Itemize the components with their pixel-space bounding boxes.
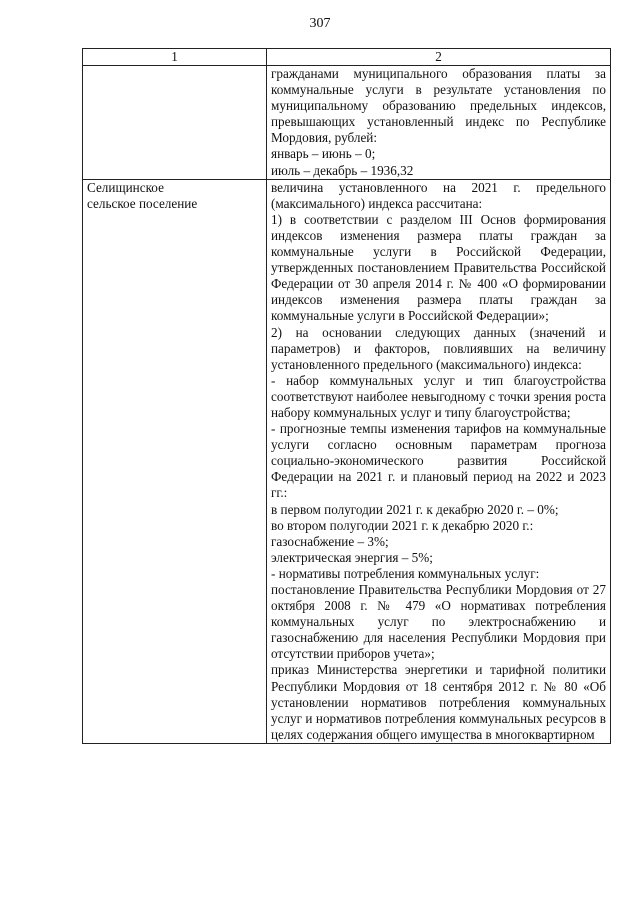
table-row (83, 179, 611, 743)
row-1-municipality-cell (83, 66, 267, 180)
page-number: 307 (309, 16, 331, 31)
row-2-paragraph: величина установленного на 2021 г. предельного (максимального) индекса рассчитана: (271, 179, 606, 211)
row-2-municipality-cell (83, 179, 267, 743)
row-2-paragraph: во втором полугодии 2021 г. к декабрю 2020 г.: (271, 517, 534, 533)
row-2-paragraph: электрическая энергия – 5%; (271, 549, 433, 565)
document-table (82, 48, 611, 744)
row-1-paragraph: июль – декабрь – 1936,32 (271, 162, 414, 178)
table-header-row (83, 49, 611, 66)
row-2-paragraph: - прогнозные темпы изменения тарифов на коммунальные услуги согласно основным параметрам прогноза социально-экономического развития Российской Федерации на 2021 г. и плановый период на 2022 и 2023 гг.: (271, 421, 606, 501)
row-2-paragraph: газоснабжение – 3%; (271, 533, 389, 549)
row-2-description-cell (267, 179, 611, 743)
row-1-paragraph: гражданами муниципального образования платы за коммунальные услуги в результате установления по муниципальному образованию предельных индексов, превышающих установленный индекс по Республике Мордовия, рублей: (271, 66, 606, 146)
municipality-name-line: Селищинское (87, 179, 164, 195)
row-1-description-cell (267, 66, 611, 180)
row-1-paragraph: январь – июнь – 0; (271, 146, 376, 162)
row-2-paragraph: приказ Министерства энергетики и тарифной политики Республики Мордовия от 18 сентября 2012 г. № 80 «Об установлении нормативов потребления коммунальных услуг и нормативов потребления коммунальных ресурсов в целях содержания общего имущества в многоквартирном (271, 662, 606, 742)
municipality-name-line: сельское поселение (87, 195, 198, 211)
row-2-paragraph: постановление Правительства Республики Мордовия от 27 октября 2008 г. № 479 «О нормативах потребления коммунальных услуг по электроснабжению и газоснабжению для населения Республики Мордовия при отсутствии приборов учета»; (271, 582, 606, 662)
row-2-paragraph: 2) на основании следующих данных (значений и параметров) и факторов, повлиявших на величину установленного предельного (максимального) индекса: (271, 324, 606, 372)
row-2-paragraph: в первом полугодии 2021 г. к декабрю 2020 г. – 0%; (271, 501, 559, 517)
column-header-1: 1 (83, 49, 267, 66)
table-row (83, 66, 611, 180)
row-2-paragraph: - нормативы потребления коммунальных услуг: (271, 565, 540, 581)
row-2-paragraph: 1) в соответствии с разделом III Основ формирования индексов изменения размера платы граждан за коммунальные услуги в Российской Федерации, утвержденных постановлением Правительства Российской Федерации от 30 апреля 2014 г. № 400 «О формировании индексов изменения размера платы граждан за коммунальные услуги в Российской Федерации»; (271, 211, 606, 324)
row-2-paragraph: - набор коммунальных услуг и тип благоустройства соответствуют наиболее невыгодному с точки зрения роста набору коммунальных услуг и типу благоустройства; (271, 372, 606, 420)
column-header-2: 2 (267, 49, 611, 66)
